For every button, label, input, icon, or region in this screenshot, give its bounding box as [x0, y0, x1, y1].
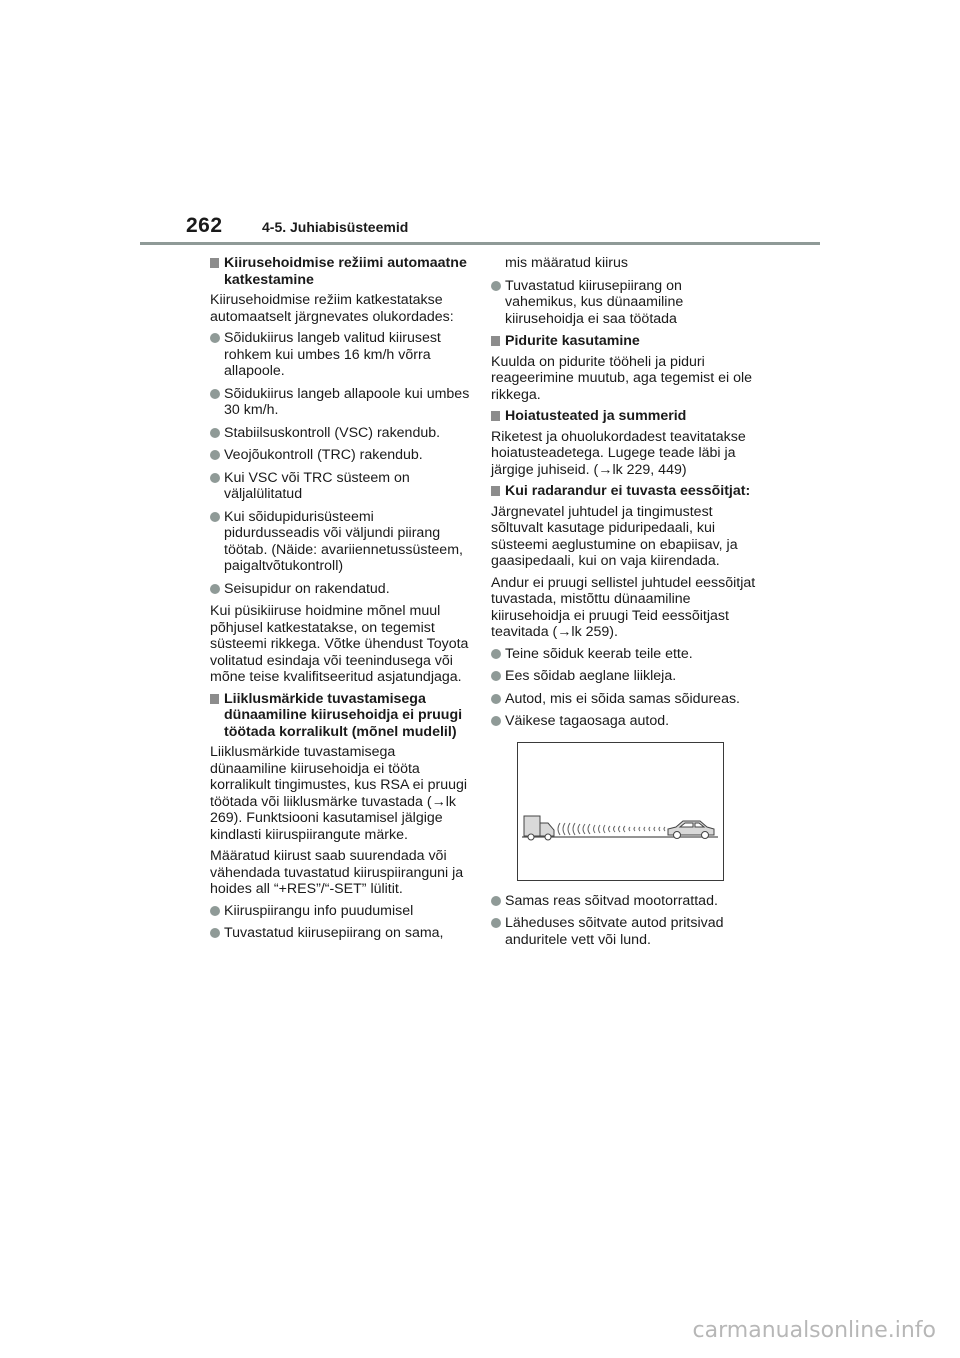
bullet-icon [210, 333, 220, 343]
bullet-continuation: mis määratud kiirus [505, 255, 628, 271]
bullet-icon [491, 896, 501, 906]
heading-radar [491, 483, 756, 500]
car-icon [668, 821, 714, 839]
bullet-icon [491, 671, 501, 681]
paragraph: Määratud kiirust saab suurendada või vähendada tuvastatud kiiruspiiranguni ja hoides all “+RES”/“-SET” lülitit. [210, 848, 464, 897]
section-title: 4-5. Juhiabisüsteemid [262, 219, 409, 235]
list-item: Tuvastatud kiirusepiirang on sama, [210, 925, 470, 942]
heading-square-icon [210, 258, 219, 268]
list-item: Stabiilsuskontroll (VSC) rakendub. [210, 425, 470, 442]
bullet-icon [210, 584, 220, 594]
list-item: Autod, mis ei sõida samas sõidureas. [491, 691, 756, 708]
left-column [210, 255, 470, 948]
bullet-icon [210, 450, 220, 460]
heading-square-icon [491, 486, 500, 496]
bullet-icon [491, 281, 501, 291]
paragraph: Järgnevatel juhtudel ja tingimustest sõltuvalt kasutage piduripedaali, kui süsteemi aeglustumine on ebapiisav, ja gaasipedaali, kui on vaja kiirendada. [491, 503, 738, 569]
heading-square-icon [210, 694, 219, 704]
heading-text: Liiklusmärkide tuvastamisega dünaamiline kiirusehoidja ei pruugi töötada korralikult (mõnel mudelil) [224, 690, 463, 740]
bullet-icon [210, 512, 220, 522]
list-item: Sõidukiirus langeb allapoole kui umbes 30 km/h. [210, 386, 470, 419]
paragraph: Kuulda on pidurite tööheli ja piduri reageerimine muutub, aga tegemist ei ole rikkega. [491, 353, 753, 403]
page-number: 262 [186, 214, 223, 237]
bullet-icon [491, 918, 501, 928]
list-item: Seisupidur on rakendatud. [210, 581, 470, 598]
watermark: carmanualsonline.info [692, 1318, 936, 1343]
bullet-icon [210, 428, 220, 438]
paragraph: Riketest ja ohuolukordadest teavitatakse hoiatusteadetega. Lugege teade läbi ja järgige juhiseid. (→lk 229, 449) [491, 428, 746, 478]
right-column [491, 255, 756, 954]
heading-square-icon [491, 411, 500, 421]
list-item: Samas reas sõitvad mootorrattad. [491, 893, 756, 910]
paragraph: Kiirusehoidmise režiim katkestatakse automaatselt järgnevates olukordades: [210, 292, 454, 325]
paragraph: Kui püsikiiruse hoidmine mõnel muul põhjusel katkestatakse, on tegemist süsteemi rikkega. Võtke ühendust Toyota volitatud esindaja või teenindusega või mõne teise kvalifitseeritud asjatundjaga. [210, 603, 469, 685]
paragraph: Liiklusmärkide tuvastamisega dünaamiline kiirusehoidja ei tööta korralikult tingimustes, kus RSA ei pruugi töötada või liiklusmärke tuvastada (→lk 269). Funktsiooni kasutamisel jälgige kindlasti kiiruspiirangute märke. [210, 744, 468, 843]
heading-square-icon [491, 336, 500, 346]
radar-wave-icon [558, 823, 665, 835]
list-item: Teine sõiduk keerab teile ette. [491, 646, 756, 663]
list-item: Läheduses sõitvate autod pritsivad anduritele vett või lund. [491, 915, 756, 948]
bullet-icon [491, 649, 501, 659]
bullet-icon [210, 389, 220, 399]
heading-warnings [491, 408, 756, 425]
bullet-icon [210, 473, 220, 483]
bullet-icon [210, 906, 220, 916]
heading-text: Hoiatusteated ja summerid [505, 408, 687, 424]
paragraph: Andur ei pruugi sellistel juhtudel eessõitjat tuvastada, mistõttu dünaamiline kiirusehoidja ei pruugi Teid eessõitjast teavitada (→lk 259). [491, 574, 756, 640]
heading-rsa-cruise [210, 691, 470, 741]
list-item: Tuvastatud kiirusepiirang on vahemikus, kus dünaamiline kiirusehoidja ei saa töötada [491, 278, 756, 328]
heading-brakes [491, 333, 756, 350]
list-item: Ees sõidab aeglane liikleja. [491, 668, 756, 685]
bullet-icon [491, 716, 501, 726]
heading-text: Kiirusehoidmise režiimi automaatne katkestamine [224, 255, 467, 288]
heading-auto-cancel [210, 255, 470, 288]
header-rule [140, 242, 820, 245]
radar-illustration [517, 742, 724, 881]
list-item: Kui VSC või TRC süsteem on väljalülitatud [210, 470, 470, 503]
list-item: Veojõukontroll (TRC) rakendub. [210, 447, 470, 464]
list-item: Kiiruspiirangu info puudumisel [210, 903, 470, 920]
heading-text: Kui radarandur ei tuvasta eessõitjat: [505, 483, 751, 499]
list-item: Väikese tagaosaga autod. [491, 713, 756, 730]
bullet-icon [210, 928, 220, 938]
list-item: Sõidukiirus langeb valitud kiirusest rohkem kui umbes 16 km/h võrra allapoole. [210, 330, 470, 380]
heading-text: Pidurite kasutamine [505, 333, 640, 349]
page-header [0, 0, 960, 250]
truck-and-car-illustration [518, 743, 723, 880]
list-item: Kui sõidupidurisüsteemi pidurdusseadis või väljundi piirang töötab. (Näide: avariiennetussüsteem, paigaltvõtukontroll) [210, 509, 470, 575]
truck-icon [524, 816, 554, 840]
bullet-icon [491, 694, 501, 704]
